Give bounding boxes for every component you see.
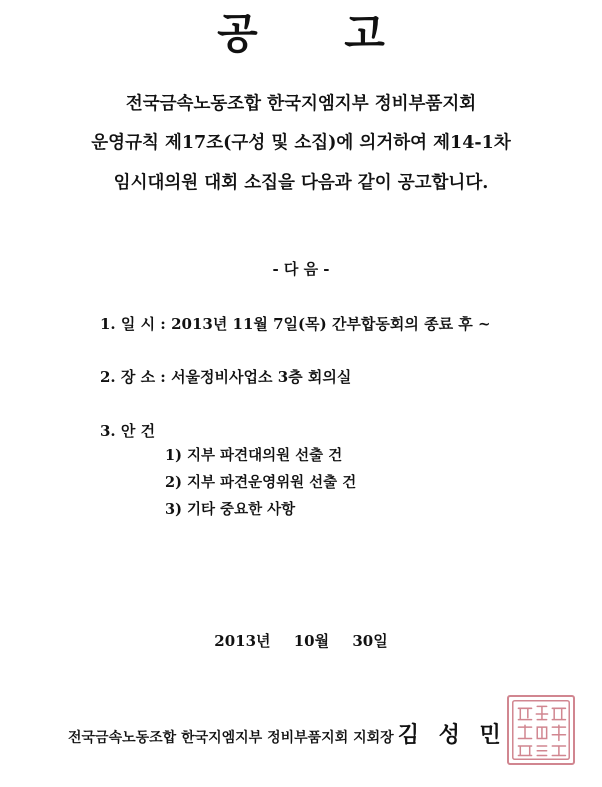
agenda-item: 2) 지부 파견운영위원 선출 건 [165, 474, 357, 491]
item-time: 1. 일 시 : 2013년 11월 7일(목) 간부합동회의 종료 후 ~ [100, 315, 491, 333]
intro-line-1: 전국금속노동조합 한국지엠지부 정비부품지회 [125, 94, 477, 114]
document-title: 공 고 [217, 9, 421, 58]
signature-line [68, 718, 507, 749]
intro-line-3: 임시대의원 대회 소집을 다음과 같이 공고합니다. [113, 173, 489, 193]
official-seal-icon [507, 695, 575, 765]
agenda-item: 3) 기타 중요한 사항 [165, 501, 296, 518]
agenda-item: 1) 지부 파견대의원 선출 건 [165, 447, 343, 464]
signature-org: 전국금속노동조합 한국지엠지부 정비부품지회 지회장 [68, 730, 394, 746]
signature-name: 김 성 민 [397, 722, 507, 748]
item-place: 2. 장 소 : 서울정비사업소 3층 회의실 [100, 368, 352, 386]
item-agenda: 3. 안 건 [100, 422, 156, 440]
intro-line-2: 운영규칙 제17조(구성 및 소집)에 의거하여 제14-1차 [91, 133, 511, 153]
notice-date: 2013년 10월 30일 [214, 632, 388, 650]
section-heading: - 다 음 - [272, 260, 330, 278]
